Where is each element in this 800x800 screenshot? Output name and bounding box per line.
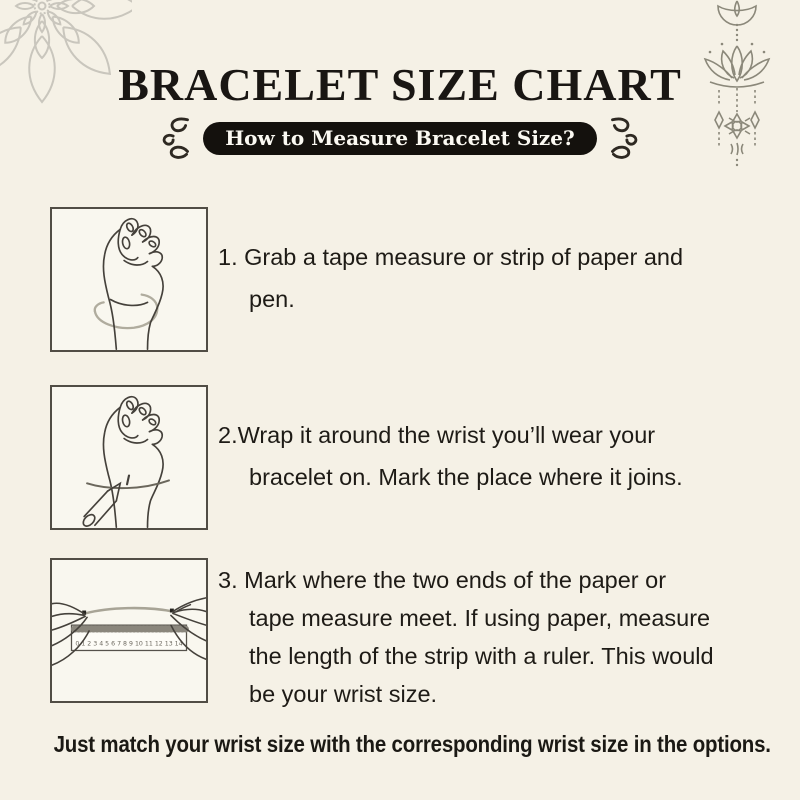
flourish-right-icon [606, 115, 642, 161]
step1-line1: 1. Grab a tape measure or strip of paper and [218, 244, 684, 270]
step3-text [218, 561, 778, 713]
ruler-strip-hands-illustration [52, 560, 206, 701]
ruler-numbers: 0 1 2 3 4 5 6 7 8 9 10 11 12 13 14 [75, 640, 183, 648]
step3-line1: 3. Mark where the two ends of the paper or [218, 567, 667, 593]
footer-note-row [0, 731, 800, 758]
page-title: BRACELET SIZE CHART [118, 59, 682, 110]
footer-note: Just match your wrist size with the corresponding wrist size in the options. [53, 731, 771, 757]
step3-illustration-box [50, 558, 208, 703]
step2-line1: 2.Wrap it around the wrist you’ll wear your [218, 422, 656, 448]
banner-pill: How to Measure Bracelet Size? [203, 122, 596, 155]
flourish-left-icon [158, 115, 194, 161]
banner-row [0, 118, 800, 158]
fist-pen-marking-illustration [52, 387, 206, 528]
fist-tape-measure-illustration [52, 209, 206, 350]
step2-text [218, 414, 778, 498]
step1-line2: pen. [249, 286, 295, 312]
step2-illustration-box [50, 385, 208, 530]
step1-illustration-box [50, 207, 208, 352]
step3-line2: tape measure meet. If using paper, measure [249, 605, 711, 631]
step3-line4: be your wrist size. [249, 681, 438, 707]
step2-line2: bracelet on. Mark the place where it joins. [249, 464, 683, 490]
step3-line3: the length of the strip with a ruler. This would [249, 643, 714, 669]
step1-text [218, 236, 778, 320]
